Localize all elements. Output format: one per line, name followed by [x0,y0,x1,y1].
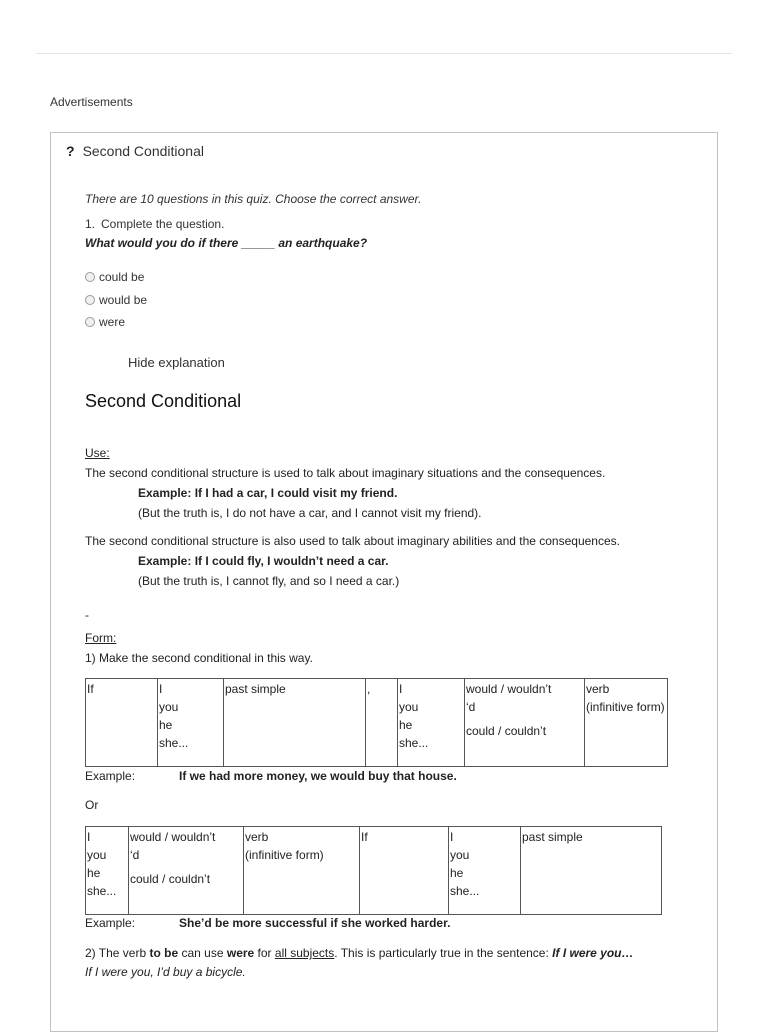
cell-if: If [360,827,449,915]
option-label[interactable]: would be [99,293,148,307]
cell-subjects: I you he she... [158,679,224,767]
cell-if: If [86,679,158,767]
example-2: Example: If I could fly, I wouldn’t need a car. [138,554,389,568]
quiz-title: Second Conditional [82,143,204,159]
example-label-1: Example: [85,769,136,783]
form-step-2: 2) The verb to be can use were for all subjects. This is particularly true in the sentence: If I were you… [85,946,634,960]
cell-verb: verb (infinitive form) [244,827,360,915]
option-label[interactable]: could be [99,270,145,284]
answer-option[interactable] [85,293,147,307]
question-instruction: Complete the question. [101,217,225,231]
question-number: 1. [85,217,96,231]
cell-modal: would / wouldn’t ‘d could / couldn’t [465,679,585,767]
option-label[interactable]: were [99,315,126,329]
use-text-2: The second conditional structure is also used to talk about imaginary abilities and the consequences. [85,534,620,548]
form-step-2-example: If I were you, I’d buy a bicycle. [85,965,246,979]
cell-modal: would / wouldn’t ‘d could / couldn’t [129,827,244,915]
top-divider [36,53,732,54]
answer-option[interactable] [85,315,125,329]
radio-button[interactable] [85,295,95,305]
question-text: What would you do if there _____ an earthquake? [85,236,368,250]
cell-comma: , [366,679,398,767]
question-mark-icon: ? [66,143,75,159]
example-1: Example: If I had a car, I could visit my friend. [138,486,398,500]
cell-subjects-2: I you he she... [398,679,465,767]
quiz-intro: There are 10 questions in this quiz. Choose the correct answer. [85,192,422,206]
example-label-2: Example: [85,916,136,930]
radio-button[interactable] [85,317,95,327]
form-table-2 [85,826,662,915]
example-sentence-1: If we had more money, we would buy that house. [179,769,457,783]
cell-verb: verb (infinitive form) [585,679,668,767]
example-sentence-2: She’d be more successful if she worked harder. [179,916,451,930]
advertisements-label: Advertisements [50,95,133,109]
use-label: Use: [85,446,110,460]
quiz-panel [50,132,718,1032]
quiz-header [66,143,204,159]
or-label: Or [85,798,99,812]
question-prompt [85,217,224,231]
explanation-title: Second Conditional [85,391,242,411]
form-label: Form: [85,631,117,645]
form-table-1 [85,678,668,767]
use-text-1: The second conditional structure is used to talk about imaginary situations and the consequences. [85,466,606,480]
dash-separator: - [85,608,89,622]
cell-subjects-2: I you he she... [449,827,521,915]
hide-explanation-link[interactable]: Hide explanation [128,355,225,370]
form-step-1: 1) Make the second conditional in this way. [85,651,313,665]
cell-past-simple: past simple [224,679,366,767]
answer-option[interactable] [85,270,144,284]
radio-button[interactable] [85,272,95,282]
cell-subjects: I you he she... [86,827,129,915]
cell-past-simple: past simple [521,827,662,915]
note-1: (But the truth is, I do not have a car, and I cannot visit my friend). [138,506,482,520]
note-2: (But the truth is, I cannot fly, and so I need a car.) [138,574,400,588]
